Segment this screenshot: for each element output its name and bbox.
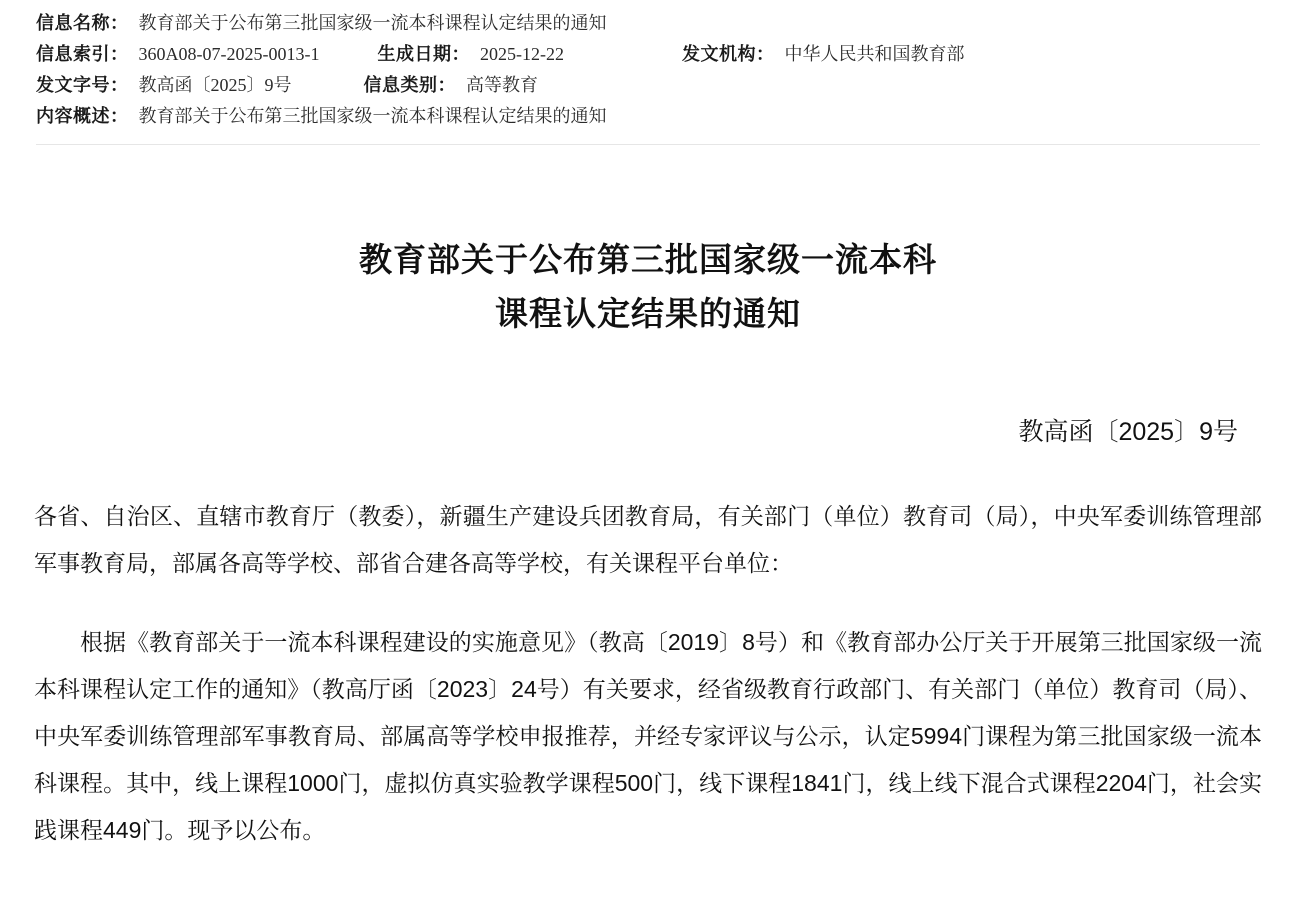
- metadata-field-created-date: [377, 39, 564, 70]
- metadata-label: 信息类别：: [363, 75, 456, 95]
- metadata-value: 教高函〔2025〕9号: [138, 75, 292, 95]
- body-paragraph-1: 根据《教育部关于一流本科课程建设的实施意见》（教高〔2019〕8号）和《教育部办公厅关于开展第三批国家级一流本科课程认定工作的通知》（教高厅函〔2023〕24号）有关要求，经省级教育行政部门、有关部门（单位）教育司（局）、中央军委训练管理部军事教育局、部属高等学校申报推荐，并经专家评议与公示，认定5994门课程为第三批国家级一流本科课程。其中，线上课程1000门，虚拟仿真实验教学课程500门，线下课程1841门，线上线下混合式课程2204门，社会实践课程449门。现予以公布。: [34, 629, 1262, 843]
- metadata-field-info-name: [36, 8, 607, 39]
- metadata-label: 生成日期：: [377, 44, 470, 64]
- document-metadata: [0, 0, 1296, 145]
- metadata-row-docnumber: [36, 70, 1260, 101]
- metadata-field-doc-number: [36, 70, 292, 101]
- metadata-value: 教育部关于公布第三批国家级一流本科课程认定结果的通知: [138, 106, 607, 126]
- page-title-line-2: 课程认定结果的通知: [495, 295, 801, 332]
- metadata-label: 信息索引：: [36, 44, 129, 64]
- metadata-row-index: [36, 39, 1260, 70]
- metadata-row-summary: [36, 101, 1260, 132]
- metadata-divider: [36, 144, 1260, 145]
- metadata-field-summary: [36, 101, 607, 132]
- page-title: [0, 233, 1296, 341]
- metadata-label: 信息名称：: [36, 13, 129, 33]
- metadata-field-info-index: [36, 39, 319, 70]
- metadata-value: 360A08-07-2025-0013-1: [138, 44, 320, 64]
- document-body: [0, 493, 1296, 854]
- metadata-field-category: [364, 70, 539, 101]
- metadata-value: 教育部关于公布第三批国家级一流本科课程认定结果的通知: [138, 13, 607, 33]
- metadata-field-issuing-agency: [682, 39, 965, 70]
- metadata-value: 高等教育: [466, 75, 538, 95]
- metadata-label: 发文机构：: [681, 44, 775, 64]
- document-number: 教高函〔2025〕9号: [1018, 418, 1238, 446]
- metadata-label: 内容概述：: [36, 106, 129, 126]
- metadata-row-name: [36, 8, 1260, 39]
- metadata-label: 发文字号：: [36, 75, 129, 95]
- page-title-line-1: 教育部关于公布第三批国家级一流本科: [359, 241, 937, 278]
- body-paragraph-salutation: 各省、自治区、直辖市教育厅（教委），新疆生产建设兵团教育局，有关部门（单位）教育司（局），中央军委训练管理部军事教育局，部属各高等学校、部省合建各高等学校，有关课程平台单位：: [34, 503, 1262, 576]
- metadata-value: 中华人民共和国教育部: [784, 44, 965, 64]
- metadata-value: 2025-12-22: [479, 44, 564, 64]
